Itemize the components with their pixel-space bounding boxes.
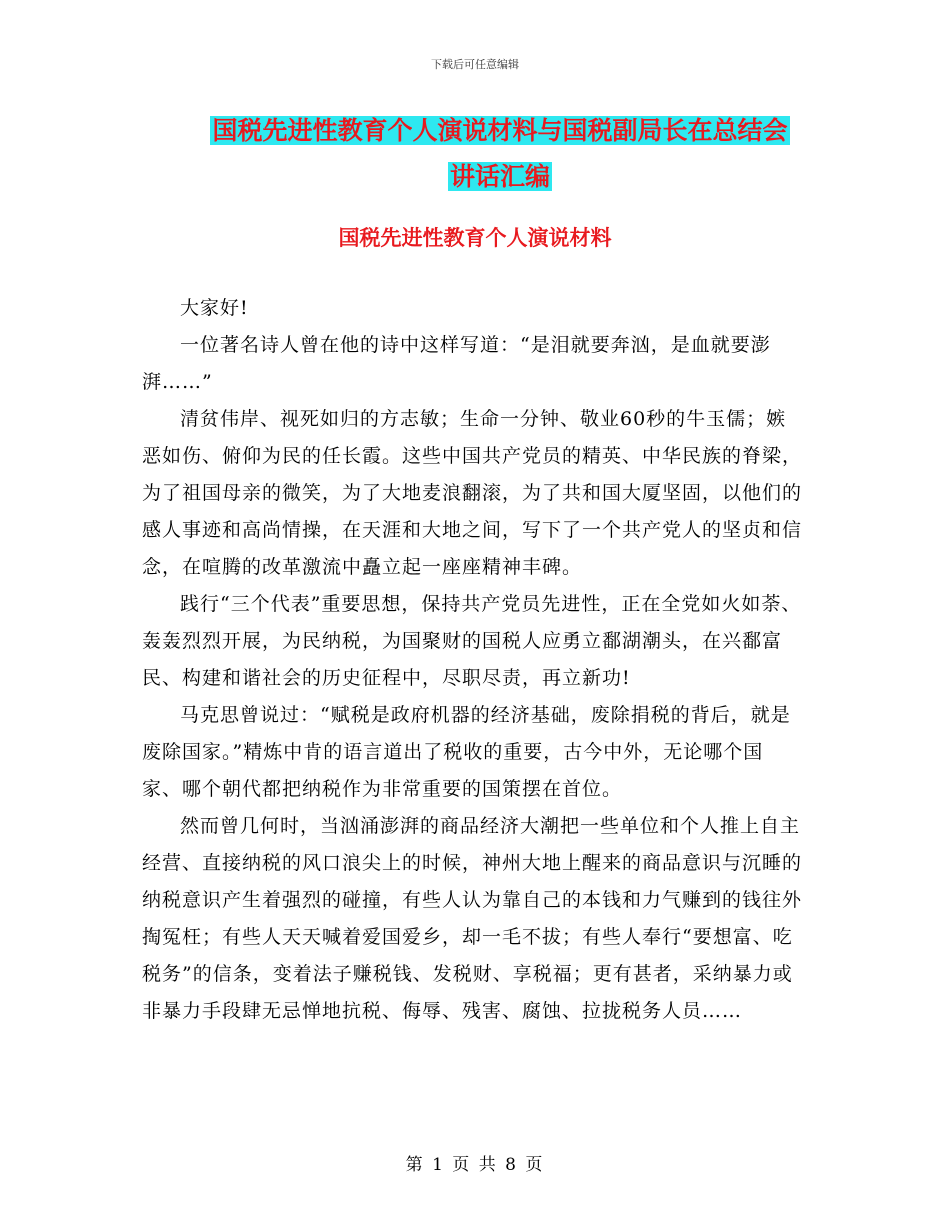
header-note: 下载后可任意编辑 <box>431 58 519 71</box>
paragraph: 马克思曾说过：“赋税是政府机器的经济基础，废除捐税的背后，就是废除国家。”精炼中肯的语言道出了税收的重要，古今中外，无论哪个国家、哪个朝代都把纳税作为非常重要的国策摆在首位。 <box>142 704 791 800</box>
page-footer: 第 1 页 共 8 页 <box>405 1155 545 1175</box>
paragraph: 大家好! <box>180 297 249 319</box>
paragraph: 一位著名诗人曾在他的诗中这样写道：“是泪就要奔汹，是血就要澎湃……” <box>142 334 771 393</box>
paragraph: 清贫伟岸、视死如归的方志敏；生命一分钟、敬业60秒的牛玉儒；嫉恶如伤、俯仰为民的任长霞。这些中国共产党员的精英、中华民族的脊梁，为了祖国母亲的微笑，为了大地麦浪翻滚，为了共和国大厦坚固，以他们的感人事迹和高尚情操，在天涯和大地之间，写下了一个共产党人的坚贞和信念，在喧腾的改革激流中矗立起一座座精神丰碑。 <box>142 408 803 578</box>
section-title: 国税先进性教育个人演说材料 <box>338 226 612 250</box>
paragraph: 然而曾几何时，当汹涌澎湃的商品经济大潮把一些单位和个人推上自主经营、直接纳税的风口浪尖上的时候，神州大地上醒来的商品意识与沉睡的纳税意识产生着强烈的碰撞，有些人认为靠自己的本钱和力气赚到的钱往外掏冤枉；有些人天天喊着爱国爱乡，却一毛不拔；有些人奉行“要想富、吃税务”的信条，变着法子赚税钱、发税财、享税福；更有甚者，采纳暴力或非暴力手段肆无忌惮地抗税、侮辱、残害、腐蚀、拉拢税务人员…… <box>142 815 803 1022</box>
body-text <box>142 290 802 1030</box>
paragraph: 践行“三个代表”重要思想，保持共产党员先进性，正在全党如火如荼、轰轰烈烈开展，为民纳税，为国聚财的国税人应勇立鄱湖潮头，在兴鄱富民、构建和谐社会的历史征程中，尽职尽责，再立新功! <box>142 593 802 689</box>
document-title <box>190 108 810 200</box>
document-title-line-2: 讲话汇编 <box>449 162 550 191</box>
document-title-line-1: 国税先进性教育个人演说材料与国税副局长在总结会 <box>212 116 788 145</box>
